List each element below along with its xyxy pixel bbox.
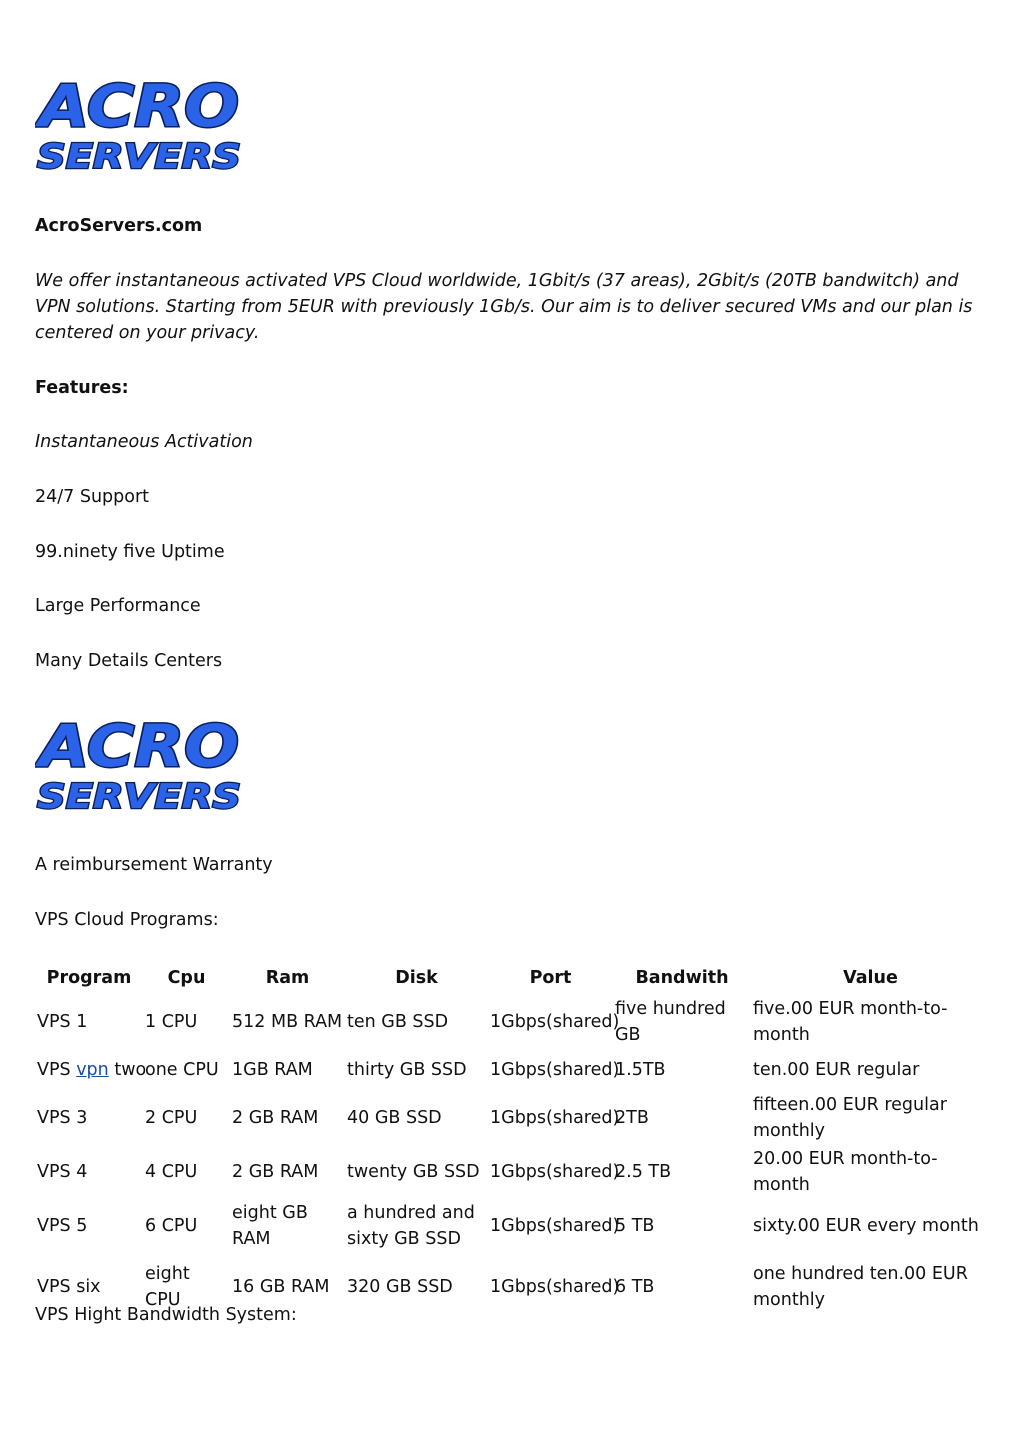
svg-text:SERVERS: SERVERS — [37, 777, 241, 816]
svg-text:ACRO: ACRO — [35, 716, 240, 780]
table-cell: five.00 EUR month-to-month — [753, 999, 948, 1045]
table-cell: VPS six — [37, 1277, 101, 1297]
table-cell: 1.5TB — [615, 1060, 666, 1080]
table-cell: 2TB — [615, 1108, 649, 1128]
table-cell: thirty GB SSD — [347, 1060, 467, 1080]
table-cell: 320 GB SSD — [347, 1277, 453, 1297]
table-cell: 20.00 EUR month-to-month — [753, 1149, 938, 1195]
table-cell: five hundred GB — [615, 999, 726, 1045]
svg-text:ACRO: ACRO — [35, 76, 240, 140]
table-cell: 40 GB SSD — [347, 1108, 442, 1128]
table-cell: 2 GB RAM — [232, 1162, 319, 1182]
table-cell: ten GB SSD — [347, 1012, 449, 1032]
table-cell: sixty.00 EUR every month — [753, 1216, 979, 1236]
table-cell-text: two — [108, 1060, 147, 1080]
column-header: Disk — [395, 968, 438, 988]
table-cell: one CPU — [145, 1060, 219, 1080]
table-cell: 1Gbps(shared) — [490, 1162, 620, 1182]
table-cell: 1Gbps(shared) — [490, 1012, 620, 1032]
table-cell: 1Gbps(shared) — [490, 1277, 620, 1297]
table-cell — [35, 1049, 147, 1091]
features-heading: Features: — [35, 378, 129, 398]
cloud-programs-heading: VPS Cloud Programs: — [35, 910, 219, 930]
feature-item: Instantaneous Activation — [35, 432, 253, 452]
table-cell: 1 CPU — [145, 1012, 198, 1032]
acroservers-logo — [35, 716, 243, 816]
table-header-row — [35, 964, 990, 995]
feature-item: 99.ninety five Uptime — [35, 542, 225, 562]
column-header: Program — [46, 968, 132, 988]
table-cell: 2.5 TB — [615, 1162, 672, 1182]
intro-paragraph: We offer instantaneous activated VPS Cloud worldwide, 1Gbit/s (37 areas), 2Gbit/s (20TB bandwitch) and VPN solutions. Starting from 5EUR with previously 1Gb/s. Our aim is to deliver secured VMs and our plan is centered on your privacy. — [35, 271, 973, 343]
table-row — [35, 1199, 990, 1253]
column-header: Cpu — [167, 968, 206, 988]
column-header: Ram — [265, 968, 310, 988]
table-row — [35, 995, 990, 1049]
table-cell: ten.00 EUR regular — [753, 1060, 920, 1080]
bandwidth-heading: VPS Hight Bandwidth System: — [35, 1305, 297, 1325]
feature-item: Many Details Centers — [35, 651, 223, 671]
table-cell: VPS 1 — [37, 1012, 88, 1032]
table-cell: VPS 3 — [37, 1108, 88, 1128]
column-header: Value — [843, 968, 898, 988]
table-row — [35, 1049, 990, 1091]
table-cell: 1Gbps(shared) — [490, 1216, 620, 1236]
vps-plans-table — [35, 964, 990, 1321]
feature-item: 24/7 Support — [35, 487, 150, 507]
table-cell: 4 CPU — [145, 1162, 198, 1182]
table-cell: eight CPU — [145, 1264, 190, 1310]
table-cell: 6 CPU — [145, 1216, 198, 1236]
vpn-link[interactable]: vpn — [76, 1060, 109, 1080]
table-cell: VPS 5 — [37, 1216, 88, 1236]
warranty-text: A reimbursement Warranty — [35, 855, 273, 875]
column-header: Port — [529, 968, 572, 988]
table-cell: 2 GB RAM — [232, 1108, 319, 1128]
site-name: AcroServers.com — [35, 216, 203, 236]
column-header: Bandwith — [635, 968, 729, 988]
table-cell: 512 MB RAM — [232, 1012, 343, 1032]
table-cell: twenty GB SSD — [347, 1162, 480, 1182]
table-cell: 6 TB — [615, 1277, 655, 1297]
table-cell: 5 TB — [615, 1216, 655, 1236]
acroservers-logo — [35, 76, 243, 176]
svg-text:SERVERS: SERVERS — [37, 137, 241, 176]
feature-item: Large Performance — [35, 596, 201, 616]
table-cell: 1GB RAM — [232, 1060, 313, 1080]
table-cell: fifteen.00 EUR regular monthly — [753, 1095, 947, 1141]
table-cell: a hundred and sixty GB SSD — [347, 1203, 475, 1249]
table-row — [35, 1145, 990, 1199]
table-cell-text: VPS — [37, 1060, 77, 1080]
table-cell: one hundred ten.00 EUR monthly — [753, 1264, 968, 1310]
table-cell: 1Gbps(shared) — [490, 1060, 620, 1080]
table-row — [35, 1091, 990, 1145]
table-cell: 1Gbps(shared) — [490, 1108, 620, 1128]
table-cell: VPS 4 — [37, 1162, 88, 1182]
table-cell: eight GB RAM — [232, 1203, 308, 1249]
table-cell: 16 GB RAM — [232, 1277, 330, 1297]
table-cell: 2 CPU — [145, 1108, 198, 1128]
